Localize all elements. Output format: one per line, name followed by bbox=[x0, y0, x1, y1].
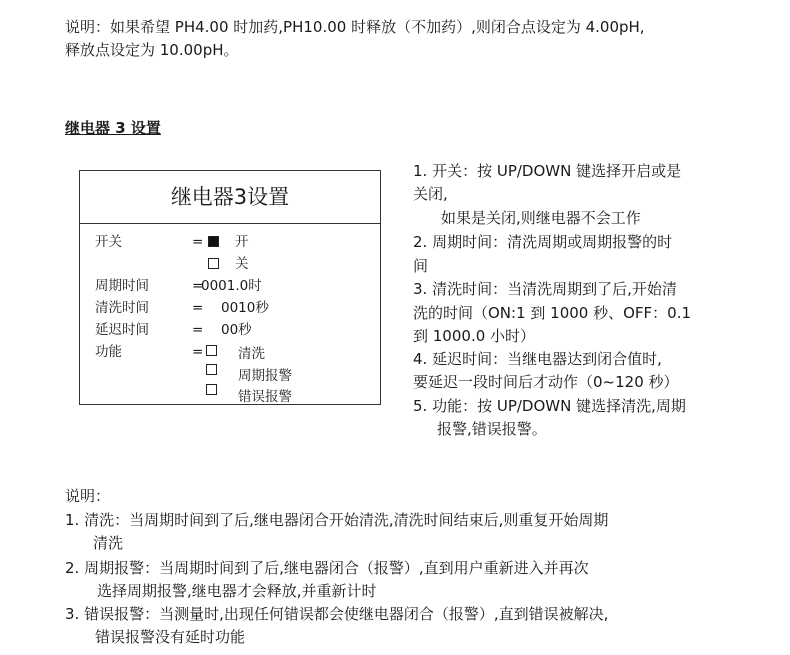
right-line-9: 4. 延迟时间：当继电器达到闭合值时, bbox=[413, 350, 662, 368]
notes-item-1: 1. 清洗：当周期时间到了后,继电器闭合开始清洗,清洗时间结束后,则重复开始周期 bbox=[65, 511, 609, 529]
function-wash-checkbox[interactable] bbox=[206, 345, 217, 356]
relay-settings-panel bbox=[79, 170, 381, 405]
right-line-11: 5. 功能：按 UP/DOWN 键选择清洗,周期 bbox=[413, 397, 686, 415]
switch-label: 开关 bbox=[95, 234, 122, 250]
delay-eq: = bbox=[192, 322, 204, 338]
function-error-alarm-checkbox[interactable] bbox=[206, 384, 217, 395]
function-label: 功能 bbox=[95, 344, 122, 360]
switch-off-checkbox[interactable] bbox=[208, 258, 219, 269]
switch-on-label: 开 bbox=[235, 234, 249, 250]
right-line-7: 洗的时间（ON:1 到 1000 秒、OFF：0.1 bbox=[413, 304, 692, 322]
period-value[interactable]: 0001.0时 bbox=[201, 278, 262, 294]
notes-item-2-cont: 选择周期报警,继电器才会释放,并重新计时 bbox=[97, 582, 377, 600]
right-line-8: 到 1000.0 小时） bbox=[413, 327, 536, 345]
right-line-4: 2. 周期时间：清洗周期或周期报警的时 bbox=[413, 233, 673, 251]
function-period-alarm-checkbox[interactable] bbox=[206, 364, 217, 375]
function-error-alarm-label: 错误报警 bbox=[238, 389, 292, 405]
notes-item-2: 2. 周期报警：当周期时间到了后,继电器闭合（报警）,直到用户重新进入并再次 bbox=[65, 559, 589, 577]
right-line-2: 关闭, bbox=[413, 185, 448, 203]
function-wash-label: 清洗 bbox=[238, 346, 265, 362]
delay-value[interactable]: 00秒 bbox=[221, 322, 252, 338]
period-label: 周期时间 bbox=[95, 278, 149, 294]
intro-paragraph bbox=[65, 16, 645, 62]
switch-eq: = bbox=[192, 234, 204, 250]
notes-item-1-cont: 清洗 bbox=[93, 534, 124, 552]
right-line-5: 间 bbox=[413, 257, 429, 275]
notes-heading: 说明： bbox=[65, 487, 111, 505]
right-line-10: 要延迟一段时间后才动作（0~120 秒） bbox=[413, 373, 679, 391]
notes-item-3-cont: 错误报警没有延时功能 bbox=[95, 628, 246, 646]
intro-line-2: 释放点设定为 10.00pH。 bbox=[65, 41, 239, 59]
delay-label: 延迟时间 bbox=[95, 322, 149, 338]
right-line-3: 如果是关闭,则继电器不会工作 bbox=[441, 209, 641, 227]
right-line-12: 报警,错误报警。 bbox=[437, 420, 547, 438]
function-eq: = bbox=[192, 344, 204, 360]
wash-value[interactable]: 0010秒 bbox=[221, 300, 269, 316]
section-title: 继电器 3 设置 bbox=[65, 119, 161, 137]
switch-on-checkbox[interactable] bbox=[208, 236, 219, 247]
wash-label: 清洗时间 bbox=[95, 300, 149, 316]
period-eq: = bbox=[192, 278, 204, 294]
switch-off-label: 关 bbox=[235, 256, 249, 272]
function-period-alarm-label: 周期报警 bbox=[238, 368, 292, 384]
notes-item-3: 3. 错误报警：当测量时,出现任何错误都会使继电器闭合（报警）,直到错误被解决, bbox=[65, 605, 609, 623]
right-line-6: 3. 清洗时间：当清洗周期到了后,开始清 bbox=[413, 280, 677, 298]
wash-eq: = bbox=[192, 300, 204, 316]
right-line-1: 1. 开关：按 UP/DOWN 键选择开启或是 bbox=[413, 162, 682, 180]
panel-title: 继电器3设置 bbox=[80, 171, 380, 224]
intro-line-1: 说明：如果希望 PH4.00 时加药,PH10.00 时释放（不加药）,则闭合点设定为 4.00pH, bbox=[65, 18, 645, 36]
